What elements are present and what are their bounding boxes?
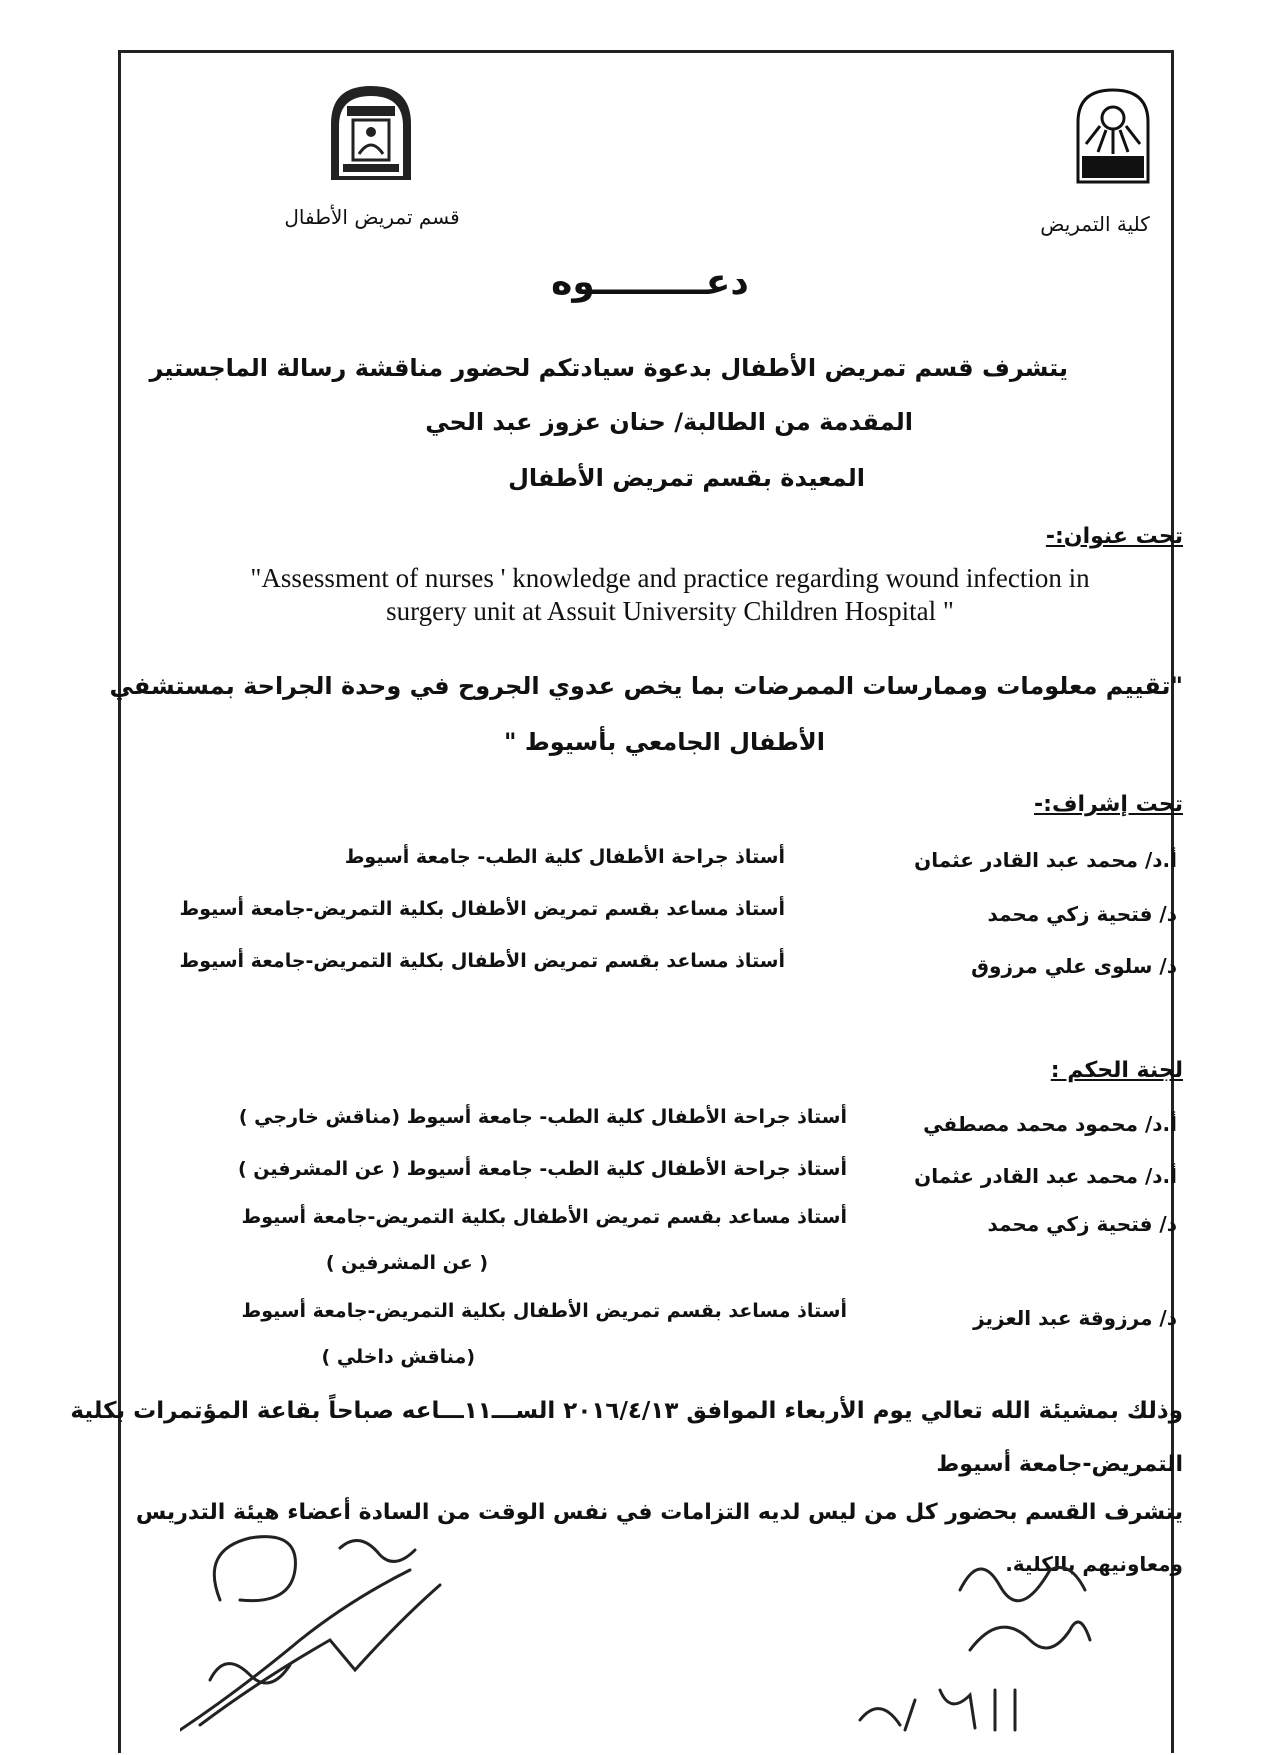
committee-member-position: أستاذ مساعد بقسم تمريض الأطفال بكلية التمريض-جامعة أسيوط <box>241 1300 847 1322</box>
supervision-heading: تحت إشراف:- <box>1034 792 1183 817</box>
intro-line-2: المقدمة من الطالبة/ حنان عزوز عبد الحي <box>425 408 913 436</box>
page-title: دعـــــــــوه <box>551 262 749 303</box>
closing-line-1: وذلك بمشيئة الله تعالي يوم الأربعاء الموافق ٢٠١٦/٤/١٣ الســـ١١ـــاعه صباحاً بقاعة المؤتمرات بكلية <box>70 1398 1183 1424</box>
supervisor-name: أ.د/ محمد عبد القادر عثمان <box>914 848 1177 872</box>
committee-member-position: أستاذ جراحة الأطفال كلية الطب- جامعة أسيوط ( عن المشرفين ) <box>237 1158 847 1180</box>
intro-line-1: يتشرف قسم تمريض الأطفال بدعوة سيادتكم لحضور مناقشة رسالة الماجستير <box>149 354 1068 382</box>
committee-member-name: د/ مرزوقة عبد العزيز <box>973 1306 1177 1330</box>
committee-member-note: ( عن المشرفين ) <box>325 1252 488 1274</box>
committee-member-note: (مناقش داخلي ) <box>321 1346 475 1368</box>
committee-heading: لجنة الحكم : <box>1050 1058 1183 1083</box>
thesis-heading: تحت عنوان:- <box>1045 524 1183 549</box>
closing-line-2: التمريض-جامعة أسيوط <box>936 1452 1183 1477</box>
committee-member-name: د/ فتحية زكي محمد <box>987 1212 1177 1236</box>
thesis-title-arabic-1: "تقييم معلومات وممارسات الممرضات بما يخص عدوي الجروح في وحدة الجراحة بمستشفي <box>109 672 1183 700</box>
department-emblem-icon <box>325 80 417 186</box>
supervisor-position: أستاذ مساعد بقسم تمريض الأطفال بكلية التمريض-جامعة أسيوط <box>179 898 785 920</box>
university-seal-icon <box>1072 84 1154 184</box>
committee-member-name: أ.د/ محمد عبد القادر عثمان <box>914 1164 1177 1188</box>
supervisor-name: د/ فتحية زكي محمد <box>987 902 1177 926</box>
supervisor-position: أستاذ مساعد بقسم تمريض الأطفال بكلية التمريض-جامعة أسيوط <box>179 950 785 972</box>
thesis-title-arabic-2: الأطفال الجامعي بأسيوط " <box>503 728 825 756</box>
closing-line-4: ومعاونيهم بالكلية. <box>1005 1552 1183 1576</box>
handwritten-signatures <box>180 1490 1100 1750</box>
committee-member-name: أ.د/ محمود محمد مصطفي <box>923 1112 1177 1136</box>
supervisor-position: أستاذ جراحة الأطفال كلية الطب- جامعة أسيوط <box>344 846 785 868</box>
thesis-title-english-1: "Assessment of nurses ' knowledge and practice regarding wound infection in <box>250 563 1090 593</box>
committee-member-position: أستاذ مساعد بقسم تمريض الأطفال بكلية التمريض-جامعة أسيوط <box>241 1206 847 1228</box>
supervisor-name: د/ سلوى علي مرزوق <box>971 954 1177 978</box>
thesis-title-english-2: surgery unit at Assuit University Children Hospital " <box>386 596 954 626</box>
committee-member-position: أستاذ جراحة الأطفال كلية الطب- جامعة أسيوط (مناقش خارجي ) <box>238 1106 847 1128</box>
closing-line-3: يتشرف القسم بحضور كل من ليس لديه التزامات في نفس الوقت من السادة أعضاء هيئة التدريس <box>135 1500 1183 1525</box>
faculty-label: كلية التمريض <box>1040 212 1150 236</box>
department-label: قسم تمريض الأطفال <box>284 205 460 229</box>
intro-line-3: المعيدة بقسم تمريض الأطفال <box>508 464 865 492</box>
